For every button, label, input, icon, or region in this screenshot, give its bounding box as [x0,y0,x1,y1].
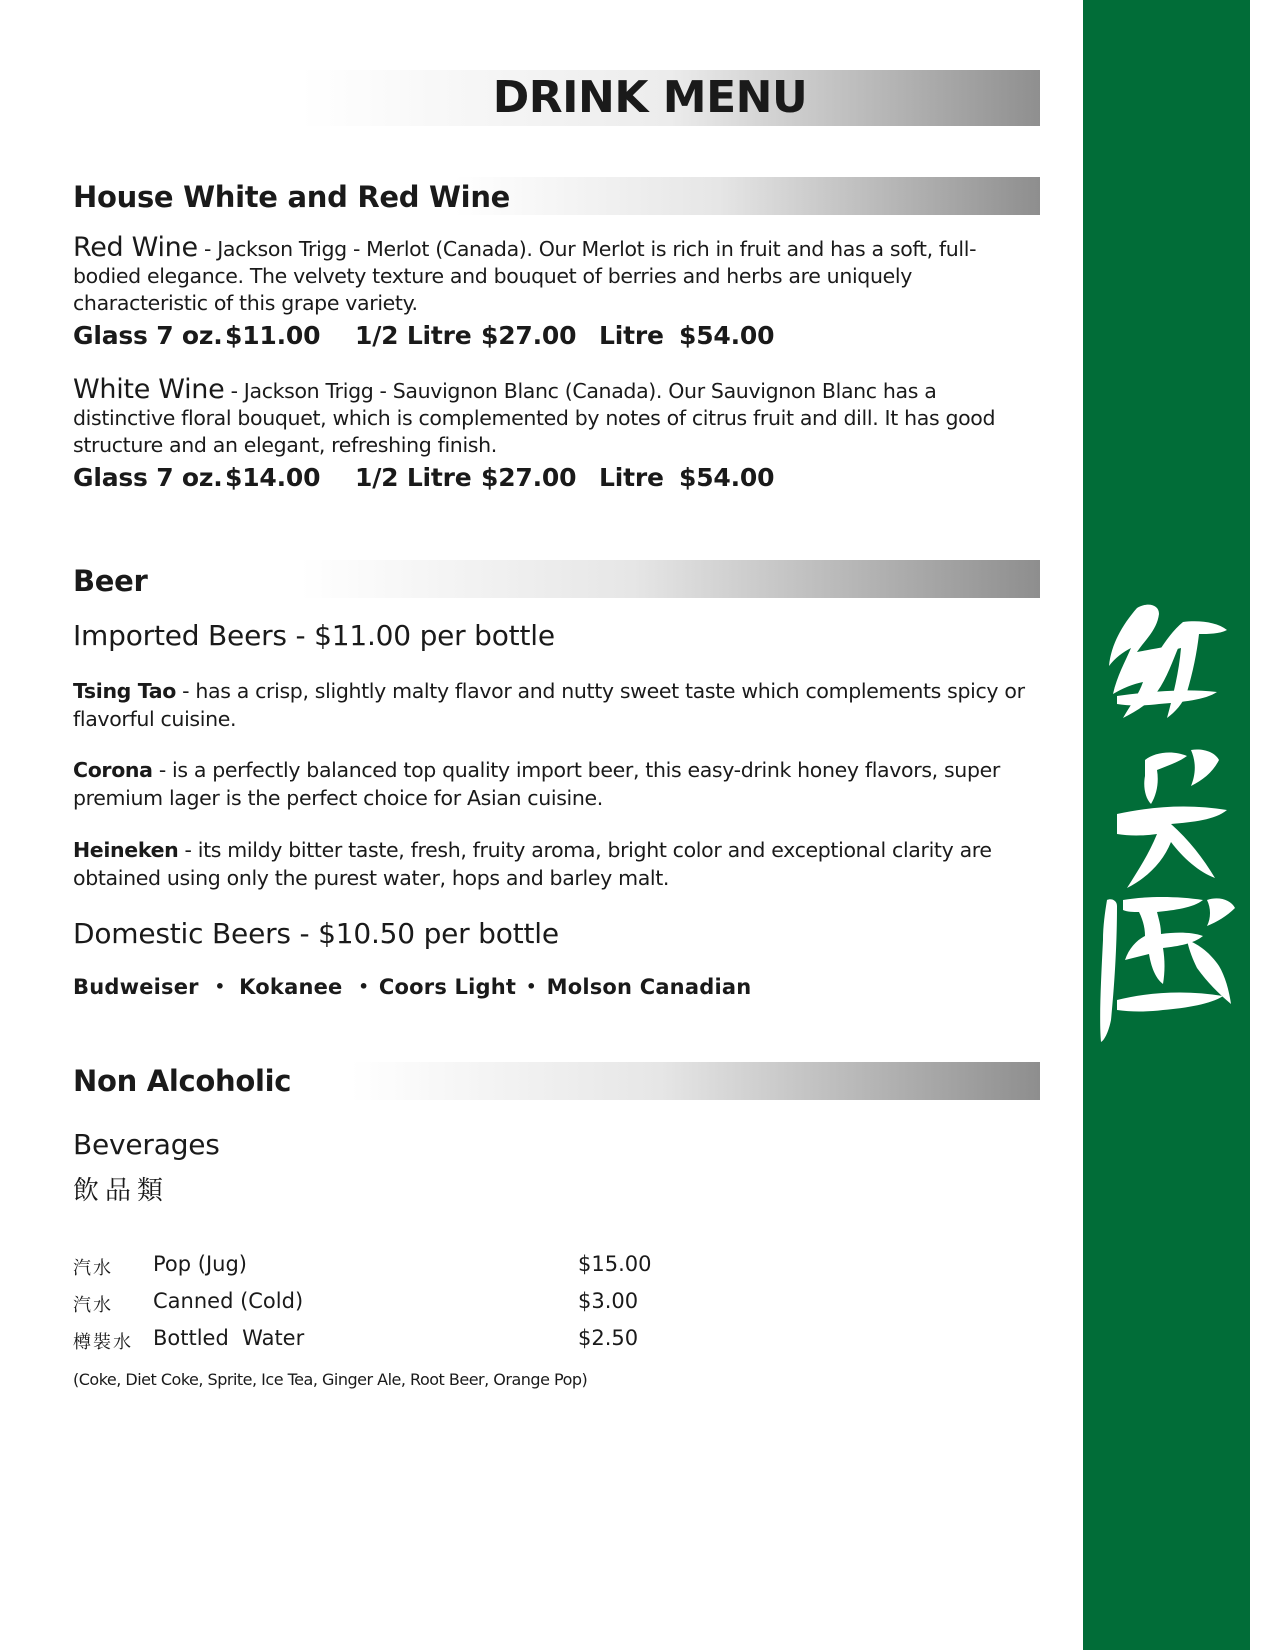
beer-name: Corona [73,758,153,782]
beverage-price: $3.00 [578,1289,639,1313]
white-wine-item [73,376,1038,492]
beverage-name: Pop (Jug) [153,1252,247,1276]
non-alcoholic-section-bar [350,1062,1040,1100]
bullet-separator: • [214,977,226,996]
domestic-beers-title: Domestic Beers - $10.50 per bottle [73,917,559,950]
beverage-name: Canned (Cold) [153,1289,304,1313]
wine-price-row [73,321,1038,350]
litre-label: Litre [599,463,664,492]
litre-label: Litre [599,321,664,350]
beer-item [73,677,1033,733]
beer-description: - its mildy bitter taste, fresh, fruity aroma, bright color and exceptional clarity are obtained using only the purest water, hops and barley malt. [73,838,992,890]
wine-name: White Wine [73,374,225,405]
beverage-chinese-name: 樽裝水 [73,1332,133,1353]
non-alcoholic-section-title: Non Alcoholic [73,1064,292,1098]
domestic-beer: Coors Light [378,975,517,999]
beer-section-title: Beer [73,564,148,598]
half-litre-label: 1/2 Litre [355,321,472,350]
beverage-price: $15.00 [578,1252,652,1276]
glass-price: $11.00 [225,321,321,350]
beverage-name: Bottled Water [153,1326,305,1350]
beer-description: - has a crisp, slightly malty flavor and nutty sweet taste which complements spicy or flavorful cuisine. [73,679,1025,731]
beer-item [73,756,1033,812]
litre-price: $54.00 [679,321,775,350]
wine-section-bar [455,177,1040,215]
beverage-row [73,1289,673,1319]
beer-section-bar [300,560,1040,598]
beverage-chinese-name: 汽水 [73,1258,113,1279]
beverage-chinese-name: 汽水 [73,1295,113,1316]
bullet-separator: • [526,977,537,996]
title-bar [300,70,1040,126]
domestic-beer: Budweiser [73,975,199,999]
litre-price: $54.00 [679,463,775,492]
glass-label: Glass 7 oz. [73,463,223,492]
beer-item [73,836,1033,892]
wine-section-title: House White and Red Wine [73,180,511,214]
beverage-price: $2.50 [578,1326,639,1350]
half-litre-price: $27.00 [481,321,577,350]
imported-beers-title: Imported Beers - $11.00 per bottle [73,619,555,652]
glass-label: Glass 7 oz. [73,321,223,350]
beverage-flavors-note: (Coke, Diet Coke, Sprite, Ice Tea, Ginger Ale, Root Beer, Orange Pop) [73,1370,588,1389]
wine-description: - Jackson Trigg - Sauvignon Blanc (Canada). Our Sauvignon Blanc has a distinctive floral bouquet, which is complemented by notes of citrus fruit and dill. It has good structure and an elegant, refreshing finish. [73,379,996,457]
half-litre-price: $27.00 [481,463,577,492]
beverage-row [73,1326,673,1356]
glass-price: $14.00 [225,463,321,492]
wine-price-row [73,463,1038,492]
beverages-chinese-title: 飲品類 [73,1176,170,1206]
half-litre-label: 1/2 Litre [355,463,472,492]
domestic-beer-list [73,975,751,999]
calligraphy-logo-icon [1087,600,1247,1045]
beer-name: Heineken [73,838,179,862]
red-wine-item [73,234,1038,350]
beer-description: - is a perfectly balanced top quality import beer, this easy-drink honey flavors, super premium lager is the perfect choice for Asian cuisine. [73,758,1000,810]
page-title: DRINK MENU [492,72,808,123]
domestic-beer: Kokanee [239,975,343,999]
wine-name: Red Wine [73,232,198,263]
wine-description: - Jackson Trigg - Merlot (Canada). Our Merlot is rich in fruit and has a soft, full-bodied elegance. The velvety texture and bouquet of berries and herbs are uniquely characteristic of this grape variety. [73,237,977,315]
beverages-title: Beverages [73,1128,220,1161]
domestic-beer: Molson Canadian [546,975,752,999]
bullet-separator: • [358,977,369,996]
beer-name: Tsing Tao [73,679,177,703]
beverage-row [73,1252,673,1282]
